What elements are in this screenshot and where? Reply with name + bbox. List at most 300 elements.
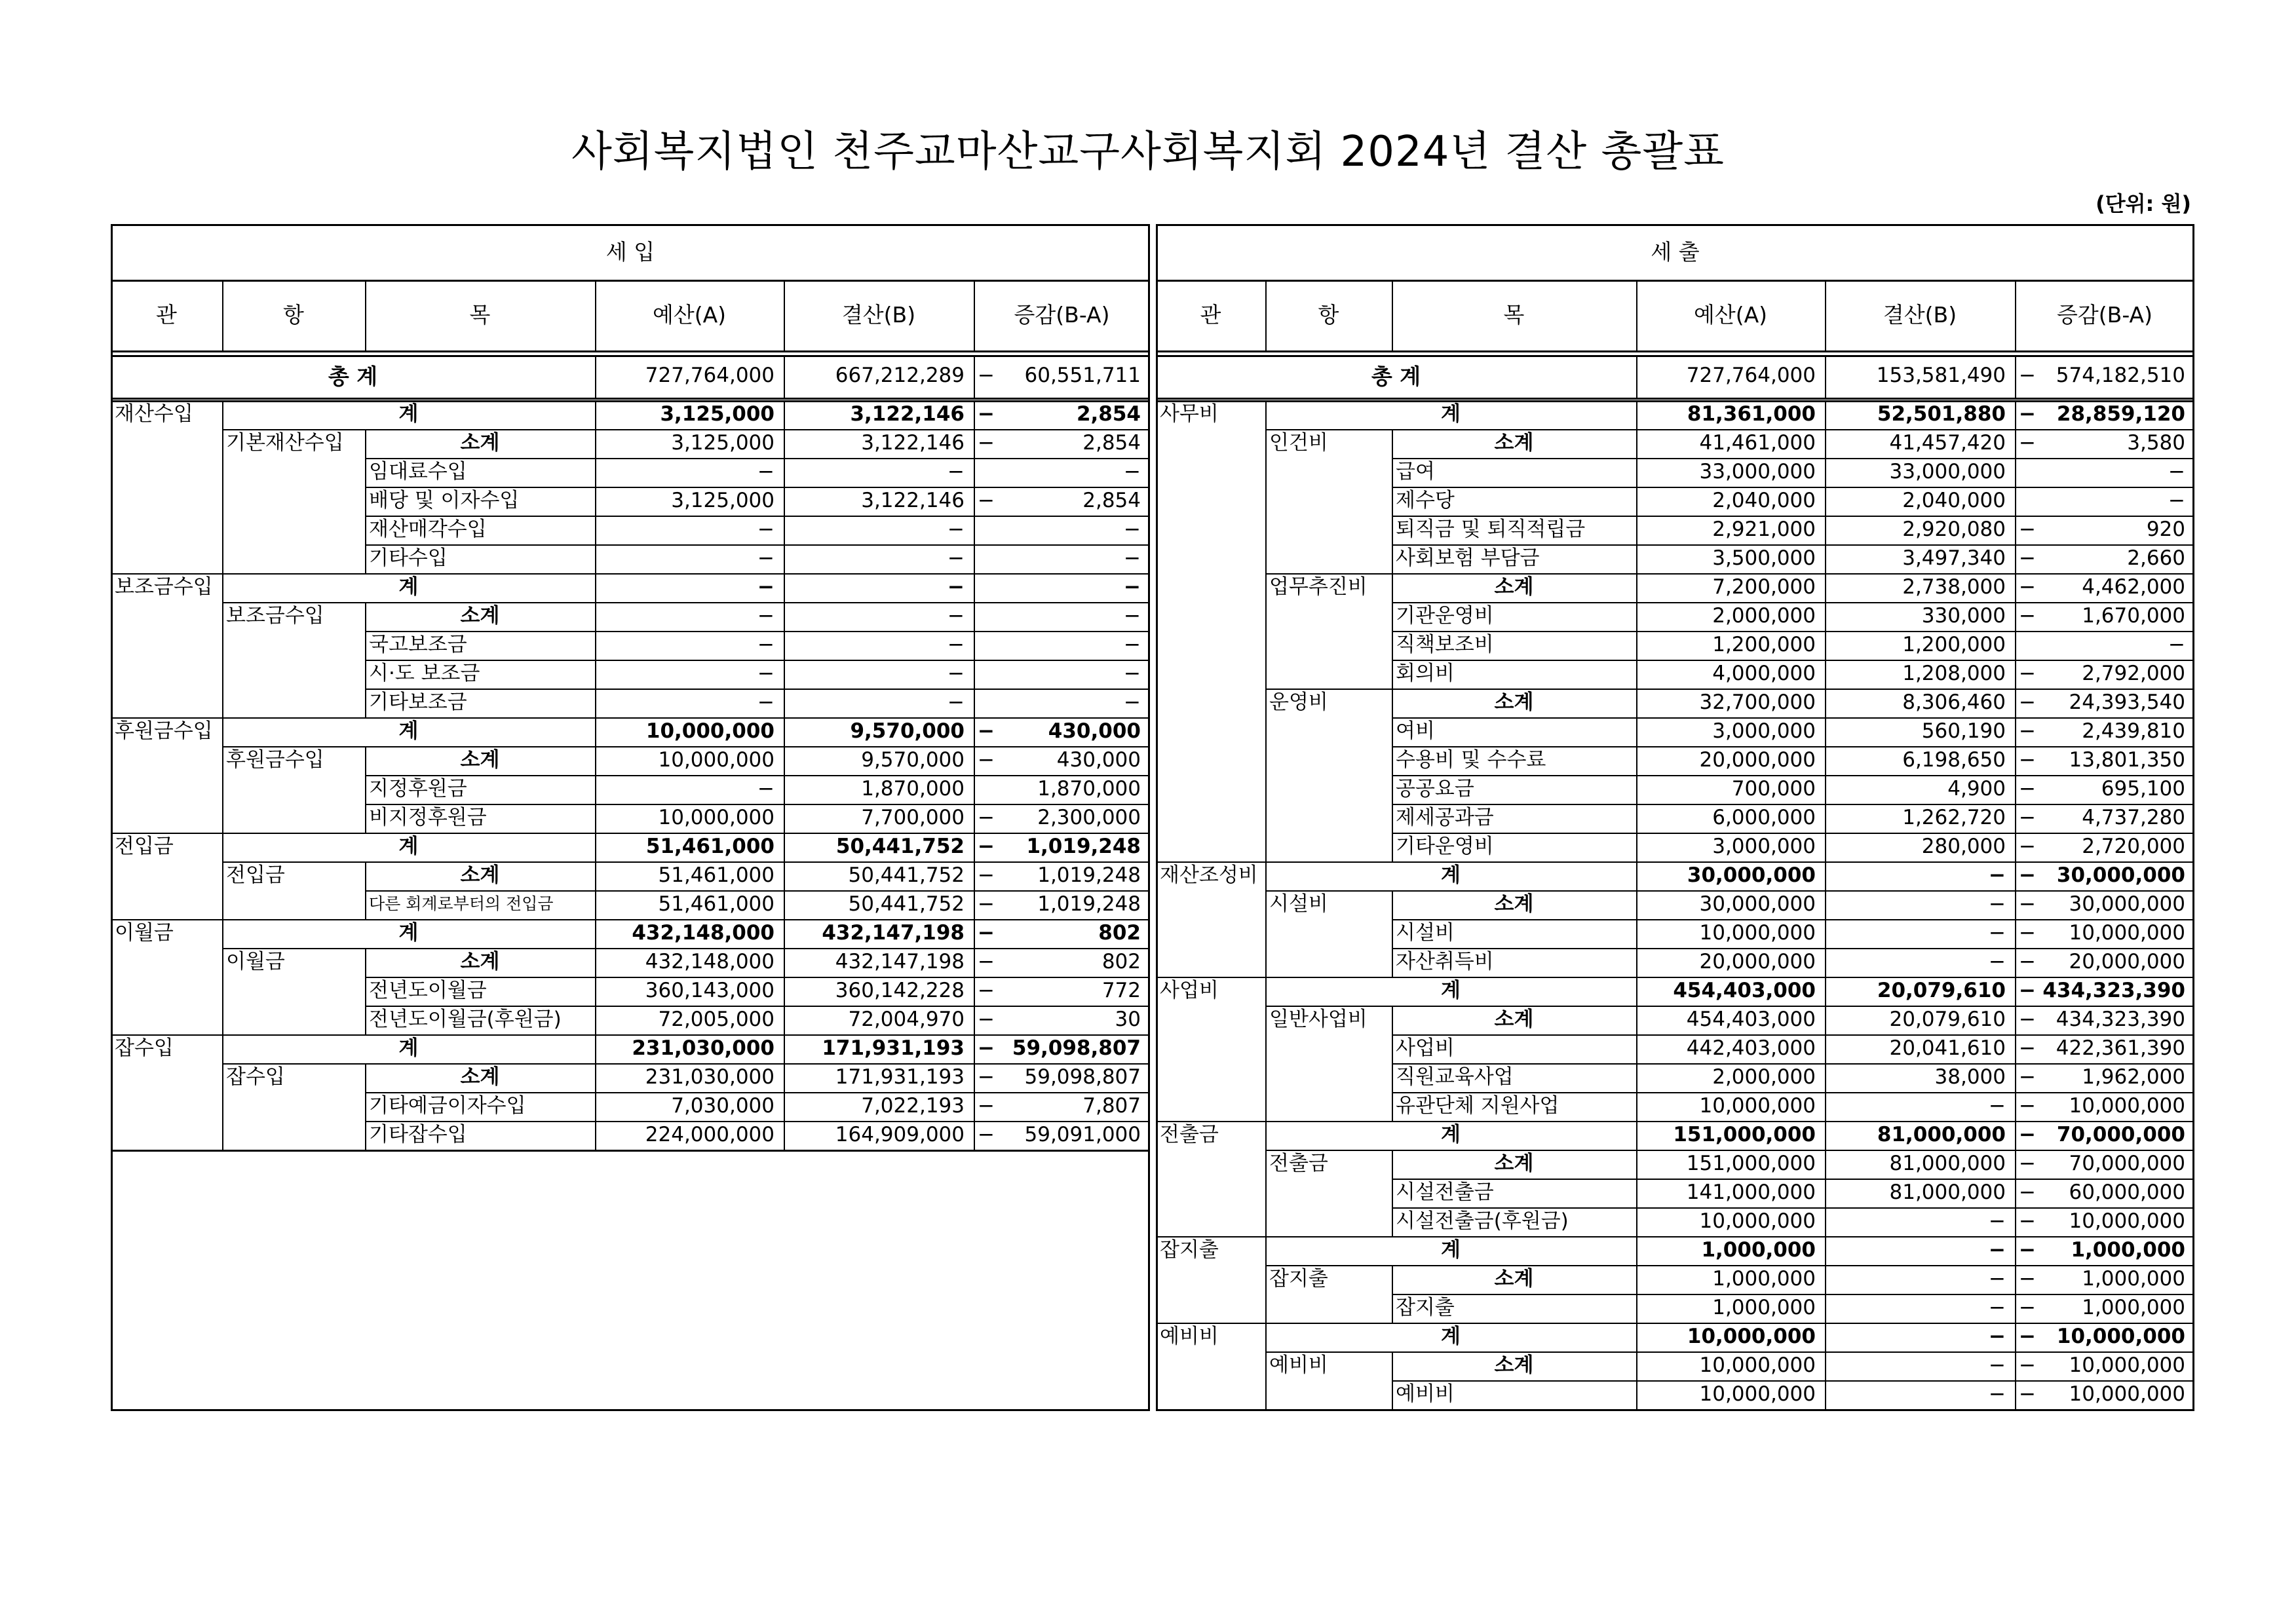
expense-budget-cell: 10,000,000 — [1699, 1209, 1816, 1233]
expense-budget-cell: 30,000,000 — [1687, 863, 1816, 887]
expense-diff-cell: 60,000,000 − — [2015, 1179, 2194, 1207]
grid-line — [1392, 1063, 1393, 1092]
income-diff-cell: 59,091,000 − — [974, 1121, 1150, 1150]
minus-sign: − — [978, 979, 995, 1002]
grid-line — [365, 487, 366, 516]
minus-sign: − — [978, 1036, 995, 1060]
expense-mok-label: 기타운영비 — [1396, 835, 1494, 858]
grid-line — [1392, 1179, 1393, 1207]
minus-sign: − — [2019, 835, 2036, 858]
expense-actual-cell: 2,738,000 — [1902, 575, 2006, 599]
grid-line — [2015, 355, 2016, 398]
grid-line — [365, 775, 366, 804]
income-gwan-label: 전입금 — [115, 835, 174, 858]
expense-budget-cell: 4,000,000 — [1712, 662, 1816, 685]
expense-gye-label: 계 — [1441, 1238, 1461, 1262]
income-actual-cell: 9,570,000 — [850, 719, 965, 743]
income-budget-cell: − — [757, 662, 775, 685]
minus-sign: − — [2019, 402, 2036, 426]
minus-sign: − — [2019, 1123, 2036, 1146]
income-actual-cell: 9,570,000 — [861, 748, 965, 772]
income-total-budget: 727,764,000 — [645, 364, 775, 387]
income-actual-cell: 72,004,970 — [848, 1008, 965, 1031]
minus-sign: − — [978, 863, 995, 887]
expense-budget-cell: 442,403,000 — [1686, 1036, 1816, 1060]
expense-budget-cell: 10,000,000 — [1699, 921, 1816, 945]
expense-actual-cell: − — [1989, 1382, 2006, 1406]
grid-line — [1156, 1236, 1265, 1237]
income-gwan-label: 잡수입 — [115, 1036, 174, 1060]
expense-diff-cell: − — [2168, 633, 2185, 656]
expense-actual-cell: − — [1989, 1094, 2006, 1118]
expense-col-header: 목 — [1503, 302, 1525, 328]
grid-line — [111, 398, 1150, 400]
expense-diff-cell: 28,859,120 − — [2015, 400, 2194, 429]
income-mok-label: 기타수입 — [369, 546, 448, 570]
minus-sign: − — [978, 1065, 995, 1089]
income-mok-label: 기타보조금 — [369, 690, 467, 714]
grid-line — [1156, 861, 1265, 863]
income-gwan-label: 보조금수입 — [115, 575, 213, 599]
expense-gye-label: 계 — [1441, 402, 1461, 426]
income-diff-cell: 2,854 − — [974, 400, 1150, 429]
expense-mok-label: 여비 — [1396, 719, 1435, 743]
minus-sign: − — [2019, 1152, 2036, 1175]
grid-line — [365, 890, 366, 919]
expense-col-header: 관 — [1200, 302, 1221, 328]
grid-line — [1392, 919, 1393, 948]
expense-diff-cell: 10,000,000 − — [2015, 1323, 2194, 1351]
income-budget-cell: 72,005,000 — [658, 1008, 775, 1031]
grid-line — [784, 280, 785, 350]
expense-diff-cell: − — [2168, 460, 2185, 483]
expense-budget-cell: 1,000,000 — [1701, 1238, 1816, 1262]
income-gwan-label: 재산수입 — [115, 402, 193, 426]
expense-hang-label: 일반사업비 — [1269, 1008, 1368, 1031]
expense-actual-cell: 3,497,340 — [1902, 546, 2006, 570]
grid-line — [1392, 1351, 1393, 1380]
income-actual-cell: 50,441,752 — [835, 835, 965, 858]
grid-line — [1825, 280, 1826, 350]
page-title: 사회복지법인 천주교마산교구사회복지회 2024년 결산 총괄표 — [571, 128, 1725, 176]
expense-gye-label: 계 — [1441, 979, 1461, 1002]
expense-diff-cell: 434,323,390 − — [2015, 1006, 2194, 1034]
income-mok-label: 전년도이월금(후원금) — [369, 1008, 562, 1031]
expense-section-title: 세 출 — [1651, 238, 1700, 265]
income-budget-cell: 432,148,000 — [632, 921, 775, 945]
expense-budget-cell: 20,000,000 — [1699, 748, 1816, 772]
expense-diff-cell: − — [2168, 489, 2185, 512]
income-actual-cell: − — [947, 518, 965, 541]
minus-sign: − — [2019, 1036, 2036, 1060]
grid-line — [365, 977, 366, 1006]
minus-sign: − — [2019, 1094, 2036, 1118]
income-diff-cell: 430,000 − — [974, 746, 1150, 775]
grid-line — [111, 717, 222, 719]
income-diff-cell: 1,019,248 − — [974, 833, 1150, 861]
expense-diff-cell: 1,000,000 − — [2015, 1265, 2194, 1294]
income-diff-cell: 59,098,807 − — [974, 1034, 1150, 1063]
income-mok-label: 다른 회계로부터의 전입금 — [369, 894, 554, 913]
expense-col-header: 예산(A) — [1693, 302, 1768, 328]
expense-budget-cell: 151,000,000 — [1673, 1123, 1816, 1146]
grid-line — [1156, 398, 2194, 400]
income-diff-cell: − — [1124, 662, 1141, 685]
minus-sign: − — [2019, 1238, 2036, 1262]
grid-line — [1392, 602, 1393, 631]
minus-sign: − — [2019, 863, 2036, 887]
grid-line — [111, 280, 1150, 282]
grid-line — [1156, 355, 2194, 357]
minus-sign: − — [2019, 690, 2036, 714]
expense-diff-cell: 20,000,000 − — [2015, 948, 2194, 977]
minus-sign: − — [978, 950, 995, 973]
expense-hang-label: 잡지출 — [1269, 1267, 1328, 1291]
income-col-header: 결산(B) — [841, 302, 916, 328]
expense-budget-cell: 454,403,000 — [1673, 979, 1816, 1002]
income-diff-cell: − — [1124, 546, 1141, 570]
income-actual-cell: − — [947, 633, 965, 656]
minus-sign: − — [2019, 604, 2036, 628]
income-budget-cell: − — [757, 546, 775, 570]
income-actual-cell: 7,700,000 — [861, 806, 965, 829]
minus-sign: − — [978, 748, 995, 772]
expense-sogye-label: 소계 — [1494, 1267, 1534, 1291]
expense-sogye-label: 소계 — [1494, 690, 1534, 714]
expense-gye-label: 계 — [1441, 1123, 1461, 1146]
income-budget-cell: − — [757, 690, 775, 714]
income-total-diff: 60,551,711 − — [974, 362, 1150, 390]
income-hang-label: 잡수입 — [226, 1065, 285, 1089]
minus-sign: − — [978, 892, 995, 916]
expense-actual-cell: 1,200,000 — [1902, 633, 2006, 656]
grid-line — [1392, 804, 1393, 833]
expense-budget-cell: 2,000,000 — [1712, 604, 1816, 628]
minus-sign: − — [2019, 431, 2036, 455]
expense-actual-cell: − — [1989, 863, 2006, 887]
grid-line — [365, 1006, 366, 1034]
expense-budget-cell: 3,500,000 — [1712, 546, 1816, 570]
expense-mok-label: 급여 — [1396, 460, 1435, 483]
income-total-actual: 667,212,289 — [835, 364, 965, 387]
expense-hang-label: 전출금 — [1269, 1152, 1328, 1175]
grid-line — [365, 516, 366, 544]
income-diff-cell: 7,807 − — [974, 1092, 1150, 1121]
expense-actual-cell: 81,000,000 — [1877, 1123, 2006, 1146]
grid-line — [595, 280, 596, 350]
expense-actual-cell: 81,000,000 — [1889, 1180, 2006, 1204]
minus-sign: − — [2019, 1065, 2036, 1089]
expense-budget-cell: 454,403,000 — [1686, 1008, 1816, 1031]
expense-diff-cell: 1,962,000 − — [2015, 1063, 2194, 1092]
expense-actual-cell: − — [1989, 1267, 2006, 1291]
grid-line — [1392, 573, 1393, 602]
grid-line — [365, 544, 366, 573]
income-actual-cell: 432,147,198 — [822, 921, 965, 945]
expense-actual-cell: − — [1989, 950, 2006, 973]
income-col-header: 증감(B-A) — [1014, 302, 1110, 328]
minus-sign: − — [2019, 1008, 2036, 1031]
expense-budget-cell: 10,000,000 — [1687, 1325, 1816, 1348]
income-actual-cell: 3,122,146 — [861, 489, 965, 512]
expense-sogye-label: 소계 — [1494, 575, 1534, 599]
income-mok-label: 시·도 보조금 — [369, 662, 480, 685]
income-diff-cell: 430,000 − — [974, 717, 1150, 746]
income-hang-label: 후원금수입 — [226, 748, 324, 772]
income-mok-label: 비지정후원금 — [369, 806, 487, 829]
minus-sign: − — [2019, 1382, 2036, 1406]
expense-budget-cell: 20,000,000 — [1699, 950, 1816, 973]
grid-line — [1392, 717, 1393, 746]
income-sogye-label: 소계 — [460, 950, 500, 973]
expense-budget-cell: 2,000,000 — [1712, 1065, 1816, 1089]
income-actual-cell: 164,909,000 — [835, 1123, 965, 1146]
expense-budget-cell: 10,000,000 — [1699, 1382, 1816, 1406]
expense-sogye-label: 소계 — [1494, 1152, 1534, 1175]
income-col-header: 관 — [156, 302, 177, 328]
grid-line — [365, 746, 366, 775]
expense-sogye-label: 소계 — [1494, 892, 1534, 916]
expense-total-diff: 574,182,510 − — [2015, 362, 2194, 390]
grid-line — [111, 224, 1150, 226]
grid-line — [111, 350, 1150, 352]
expense-diff-cell: 4,737,280 − — [2015, 804, 2194, 833]
expense-actual-cell: − — [1989, 1353, 2006, 1377]
expense-mok-label: 수용비 및 수수료 — [1396, 748, 1546, 772]
expense-actual-cell: − — [1989, 892, 2006, 916]
expense-actual-cell: − — [1989, 921, 2006, 945]
expense-diff-cell: 2,792,000 − — [2015, 660, 2194, 689]
grid-line — [1156, 1121, 1265, 1122]
income-mok-label: 임대료수입 — [369, 460, 467, 483]
grid-line — [1392, 1034, 1393, 1063]
expense-budget-cell: 151,000,000 — [1686, 1152, 1816, 1175]
expense-mok-label: 회의비 — [1396, 662, 1455, 685]
grid-line — [365, 689, 366, 717]
expense-mok-label: 시설전출금 — [1396, 1180, 1494, 1204]
income-gye-label: 계 — [398, 921, 419, 945]
grid-line — [1636, 280, 1637, 350]
expense-mok-label: 사업비 — [1396, 1036, 1455, 1060]
expense-mok-label: 제세공과금 — [1396, 806, 1494, 829]
minus-sign: − — [978, 921, 995, 945]
expense-actual-cell: 1,262,720 — [1902, 806, 2006, 829]
income-diff-cell: 802 − — [974, 919, 1150, 948]
income-gye-label: 계 — [398, 835, 419, 858]
grid-line — [1156, 1323, 1265, 1324]
income-diff-cell: − — [1124, 633, 1141, 656]
income-gwan-label: 이월금 — [115, 921, 174, 945]
minus-sign: − — [978, 835, 995, 858]
income-diff-cell: 802 − — [974, 948, 1150, 977]
grid-line — [2015, 280, 2016, 350]
expense-actual-cell: 81,000,000 — [1889, 1152, 2006, 1175]
expense-mok-label: 사회보험 부담금 — [1396, 546, 1540, 570]
grid-line — [595, 355, 596, 398]
income-diff-cell: 59,098,807 − — [974, 1063, 1150, 1092]
expense-gwan-label: 재산조성비 — [1160, 863, 1258, 887]
grid-line — [222, 280, 223, 350]
grid-line — [365, 602, 366, 631]
expense-actual-cell: 4,900 — [1947, 777, 2006, 801]
expense-mok-label: 잡지출 — [1396, 1296, 1455, 1319]
income-budget-cell: 51,461,000 — [645, 835, 775, 858]
income-actual-cell: − — [947, 546, 965, 570]
expense-budget-cell: 2,040,000 — [1712, 489, 1816, 512]
expense-diff-cell: 434,323,390 − — [2015, 977, 2194, 1006]
income-col-header: 항 — [283, 302, 304, 328]
expense-actual-cell: 2,920,080 — [1902, 518, 2006, 541]
expense-diff-cell: 4,462,000 − — [2015, 573, 2194, 602]
grid-line — [1392, 1207, 1393, 1236]
expense-budget-cell: 10,000,000 — [1699, 1353, 1816, 1377]
income-budget-cell: 224,000,000 — [645, 1123, 775, 1146]
expense-budget-cell: 700,000 — [1731, 777, 1816, 801]
income-budget-cell: − — [757, 518, 775, 541]
income-budget-cell: − — [757, 460, 775, 483]
expense-budget-cell: 141,000,000 — [1686, 1180, 1816, 1204]
grid-line — [1392, 280, 1393, 350]
expense-budget-cell: 10,000,000 — [1699, 1094, 1816, 1118]
grid-line — [1392, 890, 1393, 919]
income-actual-cell: 171,931,193 — [835, 1065, 965, 1089]
expense-hang-label: 시설비 — [1269, 892, 1328, 916]
minus-sign: − — [2019, 806, 2036, 829]
expense-mok-label: 직원교육사업 — [1396, 1065, 1514, 1089]
expense-budget-cell: 81,361,000 — [1687, 402, 1816, 426]
grid-line — [1392, 775, 1393, 804]
grid-line — [1392, 833, 1393, 861]
expense-sogye-label: 소계 — [1494, 1353, 1534, 1377]
minus-sign: − — [2019, 1180, 2036, 1204]
income-budget-cell: − — [757, 575, 775, 599]
grid-line — [365, 631, 366, 660]
minus-sign: − — [2019, 364, 2036, 387]
expense-mok-label: 퇴직금 및 퇴직적립금 — [1396, 518, 1586, 541]
expense-budget-cell: 41,461,000 — [1699, 431, 1816, 455]
expense-budget-cell: 1,000,000 — [1712, 1296, 1816, 1319]
income-hang-label: 기본재산수입 — [226, 431, 344, 455]
expense-actual-cell: − — [1989, 1238, 2006, 1262]
expense-diff-cell: 10,000,000 − — [2015, 1351, 2194, 1380]
minus-sign: − — [2019, 979, 2036, 1002]
minus-sign: − — [978, 489, 995, 512]
income-budget-cell: 231,030,000 — [645, 1065, 775, 1089]
income-diff-cell: − — [1124, 460, 1141, 483]
grid-line — [111, 1409, 1150, 1411]
income-gye-label: 계 — [398, 719, 419, 743]
income-actual-cell: − — [947, 575, 965, 599]
income-diff-cell: 30 − — [974, 1006, 1150, 1034]
minus-sign: − — [2019, 892, 2036, 916]
minus-sign: − — [2019, 748, 2036, 772]
expense-sogye-label: 소계 — [1494, 431, 1534, 455]
grid-line — [1392, 516, 1393, 544]
grid-line — [111, 1034, 222, 1036]
minus-sign: − — [2019, 575, 2036, 599]
expense-gwan-label: 예비비 — [1160, 1325, 1219, 1348]
expense-actual-cell: 280,000 — [1921, 835, 2006, 858]
income-actual-cell: 50,441,752 — [848, 892, 965, 916]
expense-total-label: 총 계 — [1371, 363, 1421, 389]
expense-diff-cell: 1,000,000 − — [2015, 1294, 2194, 1323]
expense-total-actual: 153,581,490 — [1876, 364, 2006, 387]
grid-line — [365, 1092, 366, 1121]
expense-actual-cell: 20,079,610 — [1877, 979, 2006, 1002]
expense-diff-cell: 2,660 − — [2015, 544, 2194, 573]
expense-actual-cell: 33,000,000 — [1889, 460, 2006, 483]
minus-sign: − — [978, 402, 995, 426]
expense-col-header: 증감(B-A) — [2057, 302, 2152, 328]
expense-gwan-label: 전출금 — [1160, 1123, 1219, 1146]
income-diff-cell: − — [1124, 518, 1141, 541]
expense-diff-cell: 3,580 − — [2015, 429, 2194, 458]
income-sogye-label: 소계 — [460, 748, 500, 772]
grid-line — [1392, 458, 1393, 487]
grid-line — [365, 1121, 366, 1150]
grid-line — [1392, 948, 1393, 977]
grid-line — [365, 861, 366, 890]
grid-line — [1156, 977, 1265, 978]
grid-line — [1392, 1380, 1393, 1409]
income-budget-cell: 231,030,000 — [632, 1036, 775, 1060]
expense-diff-cell: 422,361,390 − — [2015, 1034, 2194, 1063]
expense-mok-label: 기관운영비 — [1396, 604, 1494, 628]
income-actual-cell: 7,022,193 — [861, 1094, 965, 1118]
income-actual-cell: 50,441,752 — [848, 863, 965, 887]
income-actual-cell: − — [947, 604, 965, 628]
expense-budget-cell: 6,000,000 — [1712, 806, 1816, 829]
expense-diff-cell: 70,000,000 − — [2015, 1121, 2194, 1150]
income-budget-cell: 10,000,000 — [658, 806, 775, 829]
grid-line — [784, 355, 785, 398]
expense-diff-cell: 2,439,810 − — [2015, 717, 2194, 746]
expense-actual-cell: 41,457,420 — [1889, 431, 2006, 455]
income-budget-cell: 3,125,000 — [671, 431, 775, 455]
grid-line — [1156, 1409, 2194, 1411]
expense-actual-cell: 560,190 — [1921, 719, 2006, 743]
minus-sign: − — [2019, 662, 2036, 685]
grid-line — [1636, 355, 1637, 398]
income-budget-cell: 432,148,000 — [645, 950, 775, 973]
income-gwan-label: 후원금수입 — [115, 719, 213, 743]
expense-actual-cell: 8,306,460 — [1902, 690, 2006, 714]
expense-hang-label: 운영비 — [1269, 690, 1328, 714]
income-actual-cell: 432,147,198 — [835, 950, 965, 973]
expense-budget-cell: 33,000,000 — [1699, 460, 1816, 483]
income-diff-cell: − — [1124, 690, 1141, 714]
grid-line — [1392, 1150, 1393, 1179]
expense-sogye-label: 소계 — [1494, 1008, 1534, 1031]
expense-col-header: 항 — [1318, 302, 1339, 328]
income-mok-label: 지정후원금 — [369, 777, 467, 801]
expense-actual-cell: − — [1989, 1325, 2006, 1348]
minus-sign: − — [978, 431, 995, 455]
grid-line — [365, 1063, 366, 1092]
minus-sign: − — [2019, 777, 2036, 801]
expense-mok-label: 자산취득비 — [1396, 950, 1494, 973]
grid-line — [1392, 487, 1393, 516]
expense-budget-cell: 30,000,000 — [1699, 892, 1816, 916]
minus-sign: − — [2019, 1296, 2036, 1319]
expense-diff-cell: 2,720,000 − — [2015, 833, 2194, 861]
expense-budget-cell: 7,200,000 — [1712, 575, 1816, 599]
expense-diff-cell: 10,000,000 − — [2015, 919, 2194, 948]
income-budget-cell: 360,143,000 — [645, 979, 775, 1002]
grid-line — [1265, 280, 1267, 350]
income-actual-cell: 360,142,228 — [835, 979, 965, 1002]
minus-sign: − — [978, 1008, 995, 1031]
